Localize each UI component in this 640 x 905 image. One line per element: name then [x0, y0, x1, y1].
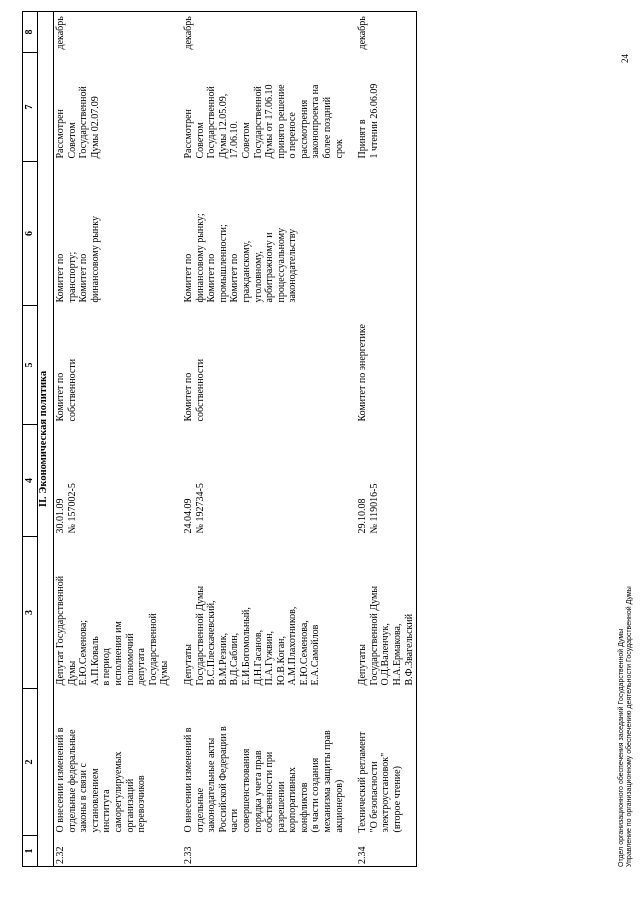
footer-department: Отдел организационного обеспечения заседаний Государственной Думы	[618, 628, 625, 867]
column-header: 8	[23, 12, 38, 53]
bill-date: 29.10.08	[357, 498, 369, 534]
page-number: 24	[620, 54, 630, 63]
column-number-row	[23, 12, 38, 867]
bill-date: 24.04.09	[182, 498, 194, 534]
bill-authors: Депутаты Государственной Думы О.Д.Валенчук, Н.А.Ермакова, В.Ф.Звагельский	[356, 537, 416, 689]
row-number: 2.33	[182, 836, 346, 867]
bill-title: Технический регламент "О безопасности электроустановок" (второе чтение)	[356, 689, 416, 836]
bill-status: Рассмотрен Советом Государственной Думы 02.07.09	[55, 86, 101, 159]
footer	[618, 586, 634, 867]
footer-directorate: Управление по организационному обеспечению деятельности Государственной Думы	[626, 586, 633, 867]
bill-authors: Депутаты Государственной Думы В.С.Плескачевский, В.М.Резник, В.Д.Саблин, Е.И.Богомольный, Д.Н.Гасанов, П.А.Гужвин, Ю.В.Коган, А.М.Плахотников, Е.Ю.Семенова, Е.А.Самойлов	[182, 585, 322, 686]
bill-number: № 157002-5	[66, 483, 78, 534]
bill-number: № 192734-5	[194, 483, 206, 534]
column-header: 4	[23, 425, 38, 537]
bill-number: № 119016-5	[368, 483, 380, 534]
bill-date: 30.01.09	[55, 498, 66, 534]
column-header: 1	[23, 836, 38, 867]
bill-term: декабрь	[356, 12, 416, 53]
column-header: 7	[23, 53, 38, 162]
co-committees	[356, 162, 416, 306]
responsible-committee: Комитет по энергетике	[356, 306, 416, 425]
section-row	[38, 12, 54, 867]
bill-title: О внесении изменений в отдельные законодательные акты Российской Федерации в части совершенствования порядка учета прав собственности при разрешении корпоративных конфликтов (в части создания механизма защиты прав акционеров)	[182, 726, 345, 833]
column-header: 6	[23, 162, 38, 306]
table-row	[182, 12, 346, 867]
bill-registration	[182, 425, 346, 537]
responsible-committee: Комитет по собственности	[55, 358, 78, 422]
column-header: 2	[23, 689, 38, 836]
bill-registration	[356, 425, 416, 537]
bill-term: декабрь	[54, 12, 172, 53]
responsible-committee: Комитет по собственности	[182, 358, 206, 422]
bill-authors: Депутат Государственной Думы Е.Ю.Семенова; А.П.Коваль в период исполнения им полномочий депутата Государственной Думы	[55, 575, 171, 686]
bill-status: Рассмотрен Советом Государственной Думы 12.05.09, 17.06.10. Советом Государственной Думы от 17.06.10 принято решение о переносе рассмотрения законопроекта на более поздний срок	[182, 84, 345, 159]
column-header: 5	[23, 306, 38, 425]
row-number: 2.34	[356, 836, 416, 867]
bill-registration	[54, 425, 172, 537]
bill-term: декабрь	[182, 12, 346, 53]
bill-title: О внесении изменений в отдельные федеральные законы в связи с установлением института саморегулируемых организаций перевозчиков	[55, 727, 148, 833]
bill-status: Принят в 1 чтении 26.06.09	[356, 53, 416, 162]
table-row	[54, 12, 172, 867]
row-number: 2.32	[54, 836, 172, 867]
section-title: II. Экономическая политика	[38, 12, 54, 867]
table-row	[356, 12, 416, 867]
column-header: 3	[23, 537, 38, 689]
co-committees: Комитет по транспорту; Комитет по финансовому рынку	[55, 216, 101, 303]
co-committees: Комитет по финансовому рынку; Комитет по промышленности; Комитет по гражданскому, уголовному, арбитражному и процессуальному законодательству	[182, 213, 299, 303]
legislation-table	[22, 11, 417, 867]
